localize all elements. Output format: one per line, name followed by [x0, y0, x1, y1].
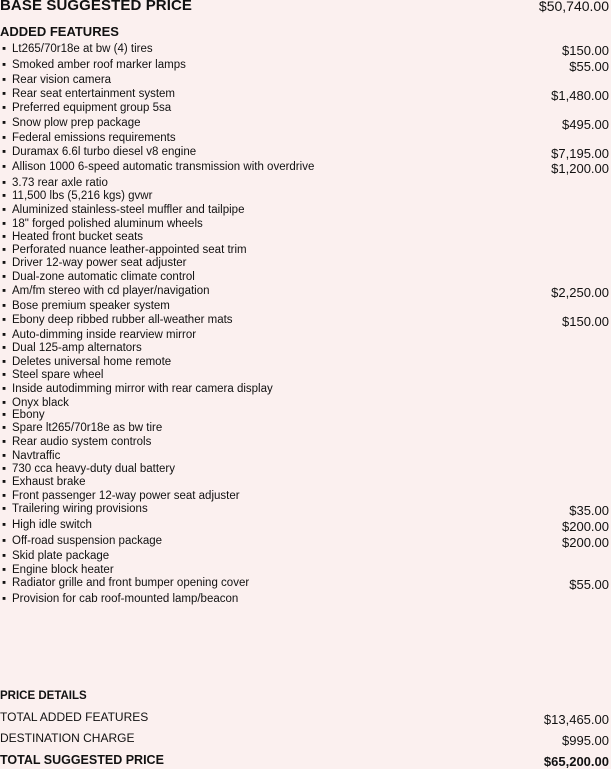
feature-price: $35.00	[569, 503, 609, 518]
feature-row	[0, 217, 611, 231]
feature-name	[2, 42, 153, 56]
feature-label: Spare lt265/70r18e as bw tire	[12, 422, 163, 434]
bullet-icon: ▪	[2, 450, 7, 462]
bullet-icon: ▪	[2, 102, 7, 114]
feature-row	[0, 284, 611, 298]
feature-label: Lt265/70r18e at bw (4) tires	[12, 43, 153, 55]
feature-label: Steel spare wheel	[12, 369, 104, 381]
feature-label: Ebony deep ribbed rubber all-weather mats	[12, 314, 233, 326]
feature-name	[2, 549, 109, 563]
feature-label: Dual 125-amp alternators	[12, 342, 142, 354]
feature-price: $200.00	[562, 519, 609, 534]
feature-row	[0, 256, 611, 270]
feature-name	[2, 382, 273, 396]
bullet-icon: ▪	[2, 257, 7, 269]
feature-row	[0, 475, 611, 489]
feature-name	[2, 475, 86, 489]
bullet-icon: ▪	[2, 342, 7, 354]
feature-price: $55.00	[569, 577, 609, 592]
feature-label: Navtraffic	[12, 450, 61, 462]
bullet-icon: ▪	[2, 329, 7, 341]
total-suggested-price-value: $65,200.00	[543, 754, 609, 769]
bullet-icon: ▪	[2, 231, 7, 243]
feature-label: Auto-dimming inside rearview mirror	[12, 329, 197, 341]
bullet-icon: ▪	[2, 463, 7, 475]
feature-label: Inside autodimming mirror with rear camera display	[12, 383, 273, 395]
total-added-features-label: TOTAL ADDED FEATURES	[0, 710, 149, 724]
bullet-icon: ▪	[2, 503, 7, 515]
feature-label: Dual-zone automatic climate control	[12, 271, 195, 283]
base-price-row	[0, 0, 611, 15]
feature-label: Provision for cab roof-mounted lamp/beacon	[12, 593, 239, 605]
feature-label: Deletes universal home remote	[12, 356, 172, 368]
feature-label: 18" forged polished aluminum wheels	[12, 218, 203, 230]
feature-name	[2, 341, 142, 355]
bullet-icon: ▪	[2, 132, 7, 144]
bullet-icon: ▪	[2, 356, 7, 368]
feature-label: Federal emissions requirements	[12, 132, 176, 144]
feature-label: Bose premium speaker system	[12, 300, 170, 312]
bullet-icon: ▪	[2, 271, 7, 283]
bullet-icon: ▪	[2, 88, 7, 100]
feature-name	[2, 368, 103, 382]
feature-row	[0, 563, 611, 577]
bullet-icon: ▪	[2, 190, 7, 202]
feature-label: Rear vision camera	[12, 74, 112, 86]
feature-name	[2, 421, 162, 435]
feature-name	[2, 101, 171, 115]
feature-row	[0, 449, 611, 463]
bullet-icon: ▪	[2, 59, 7, 71]
feature-label: Smoked amber roof marker lamps	[12, 59, 186, 71]
feature-row	[0, 73, 611, 87]
feature-row	[0, 101, 611, 115]
bullet-icon: ▪	[2, 490, 7, 502]
feature-row	[0, 435, 611, 449]
feature-row	[0, 160, 611, 174]
feature-label: Rear seat entertainment system	[12, 88, 175, 100]
bullet-icon: ▪	[2, 244, 7, 256]
bullet-icon: ▪	[2, 146, 7, 158]
feature-row	[0, 58, 611, 72]
feature-label: Allison 1000 6-speed automatic transmission with overdrive	[12, 161, 315, 173]
feature-row	[0, 243, 611, 257]
feature-label: Radiator grille and front bumper opening cover	[12, 577, 250, 589]
bullet-icon: ▪	[2, 204, 7, 216]
feature-label: Am/fm stereo with cd player/navigation	[12, 285, 210, 297]
bullet-icon: ▪	[2, 43, 7, 55]
feature-row	[0, 189, 611, 203]
feature-row	[0, 341, 611, 355]
bullet-icon: ▪	[2, 422, 7, 434]
destination-charge-value: $995.00	[562, 733, 609, 748]
feature-name	[2, 230, 143, 244]
added-features-heading: ADDED FEATURES	[0, 24, 119, 39]
bullet-icon: ▪	[2, 383, 7, 395]
feature-row	[0, 87, 611, 101]
total-suggested-price-row	[0, 753, 611, 769]
feature-name	[2, 592, 238, 606]
feature-label: Ebony	[12, 409, 45, 421]
feature-price: $150.00	[562, 314, 609, 329]
feature-price: $200.00	[562, 535, 609, 550]
feature-row	[0, 176, 611, 190]
feature-name	[2, 176, 108, 190]
bullet-icon: ▪	[2, 300, 7, 312]
feature-row	[0, 408, 611, 422]
feature-row	[0, 131, 611, 145]
total-suggested-price-label: TOTAL SUGGESTED PRICE	[0, 753, 164, 767]
feature-row	[0, 203, 611, 217]
feature-label: Off-road suspension package	[12, 535, 163, 547]
feature-name	[2, 489, 240, 503]
feature-name	[2, 518, 92, 532]
price-details-heading: PRICE DETAILS	[0, 690, 87, 702]
total-added-features-row	[0, 710, 611, 726]
feature-name	[2, 160, 314, 174]
feature-name	[2, 284, 210, 298]
feature-label: Exhaust brake	[12, 476, 86, 488]
feature-name	[2, 355, 171, 369]
feature-name	[2, 502, 148, 516]
feature-name	[2, 408, 45, 422]
feature-row	[0, 328, 611, 342]
feature-name	[2, 73, 111, 87]
feature-name	[2, 534, 162, 548]
feature-row	[0, 518, 611, 532]
feature-row	[0, 502, 611, 516]
bullet-icon: ▪	[2, 476, 7, 488]
feature-name	[2, 563, 114, 577]
feature-row	[0, 313, 611, 327]
feature-label: Trailering wiring provisions	[12, 503, 148, 515]
feature-row	[0, 270, 611, 284]
feature-price: $150.00	[562, 43, 609, 58]
feature-price: $7,195.00	[551, 146, 609, 161]
feature-row	[0, 421, 611, 435]
destination-charge-row	[0, 731, 611, 747]
bullet-icon: ▪	[2, 397, 7, 409]
feature-row	[0, 145, 611, 159]
feature-name	[2, 203, 244, 217]
feature-name	[2, 462, 175, 476]
feature-label: Skid plate package	[12, 550, 110, 562]
feature-row	[0, 489, 611, 503]
feature-label: Duramax 6.6l turbo diesel v8 engine	[12, 146, 197, 158]
feature-label: 11,500 lbs (5,216 kgs) gvwr	[12, 190, 153, 202]
feature-name	[2, 58, 186, 72]
feature-label: 730 cca heavy-duty dual battery	[12, 463, 176, 475]
feature-price: $55.00	[569, 59, 609, 74]
bullet-icon: ▪	[2, 177, 7, 189]
feature-name	[2, 116, 141, 130]
bullet-icon: ▪	[2, 369, 7, 381]
feature-name	[2, 449, 60, 463]
bullet-icon: ▪	[2, 409, 7, 421]
feature-row	[0, 42, 611, 56]
bullet-icon: ▪	[2, 117, 7, 129]
feature-row	[0, 299, 611, 313]
feature-label: Preferred equipment group 5sa	[12, 102, 172, 114]
bullet-icon: ▪	[2, 285, 7, 297]
feature-name	[2, 217, 203, 231]
feature-name	[2, 328, 196, 342]
feature-row	[0, 592, 611, 606]
feature-name	[2, 243, 247, 257]
feature-name	[2, 435, 151, 449]
feature-row	[0, 368, 611, 382]
bullet-icon: ▪	[2, 577, 7, 589]
feature-name	[2, 145, 196, 159]
feature-row	[0, 355, 611, 369]
feature-label: Engine block heater	[12, 564, 114, 576]
feature-row	[0, 534, 611, 548]
feature-name	[2, 131, 176, 145]
bullet-icon: ▪	[2, 564, 7, 576]
feature-name	[2, 270, 195, 284]
feature-price: $1,200.00	[551, 161, 609, 176]
feature-row	[0, 549, 611, 563]
feature-label: Aluminized stainless-steel muffler and tailpipe	[12, 204, 245, 216]
feature-price: $495.00	[562, 117, 609, 132]
feature-label: Driver 12-way power seat adjuster	[12, 257, 187, 269]
feature-row	[0, 576, 611, 590]
feature-label: Onyx black	[12, 397, 69, 409]
destination-charge-label: DESTINATION CHARGE	[0, 731, 135, 745]
feature-row	[0, 230, 611, 244]
feature-price: $2,250.00	[551, 285, 609, 300]
feature-name	[2, 576, 249, 590]
feature-label: 3.73 rear axle ratio	[12, 177, 108, 189]
feature-name	[2, 313, 233, 327]
base-price-label: BASE SUGGESTED PRICE	[0, 0, 193, 14]
feature-label: Perforated nuance leather-appointed seat trim	[12, 244, 247, 256]
feature-label: High idle switch	[12, 519, 92, 531]
bullet-icon: ▪	[2, 218, 7, 230]
feature-name	[2, 87, 175, 101]
bullet-icon: ▪	[2, 314, 7, 326]
bullet-icon: ▪	[2, 593, 7, 605]
feature-label: Front passenger 12-way power seat adjuster	[12, 490, 240, 502]
bullet-icon: ▪	[2, 550, 7, 562]
feature-name	[2, 256, 187, 270]
feature-row	[0, 116, 611, 130]
feature-row	[0, 382, 611, 396]
bullet-icon: ▪	[2, 74, 7, 86]
bullet-icon: ▪	[2, 535, 7, 547]
bullet-icon: ▪	[2, 161, 7, 173]
feature-label: Snow plow prep package	[12, 117, 141, 129]
feature-label: Heated front bucket seats	[12, 231, 144, 243]
bullet-icon: ▪	[2, 519, 7, 531]
base-price-value: $50,740.00	[538, 0, 609, 14]
feature-price: $1,480.00	[551, 88, 609, 103]
feature-name	[2, 299, 170, 313]
total-added-features-value: $13,465.00	[543, 712, 609, 727]
feature-name	[2, 189, 152, 203]
feature-label: Rear audio system controls	[12, 436, 152, 448]
feature-row	[0, 462, 611, 476]
bullet-icon: ▪	[2, 436, 7, 448]
